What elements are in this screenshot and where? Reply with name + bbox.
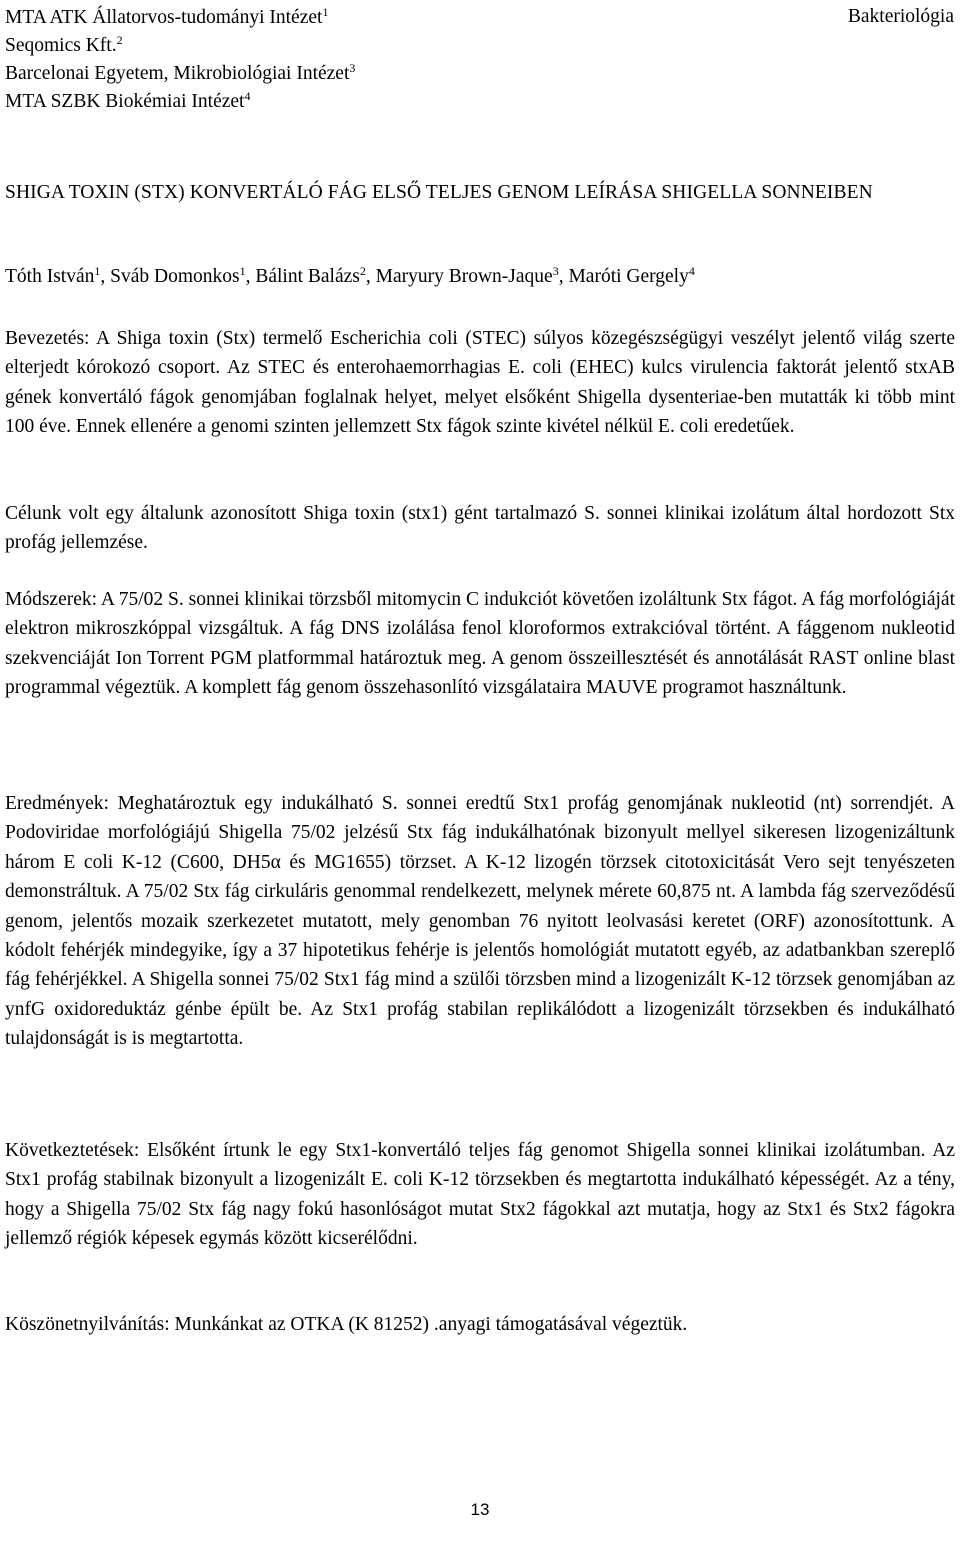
page-number: 13	[470, 1500, 490, 1519]
author: Maróti Gergely	[568, 266, 689, 287]
results-paragraph: Eredmények: Meghatároztuk egy indukálható S. sonnei eredtű Stx1 profág genomjának nukleotid (nt) sorrendjét. A Podoviridae morfológiájú Shigella 75/02 jelzésű Stx fág indukálhatónak bizonyult mellyel sikeresen lizogenizáltunk három E coli K-12 (C600, DH5α és MG1655) törzset. A K-12 lizogén törzsek citotoxicitását Vero sejt tenyészeten demonstráltuk. A 75/02 Stx fág cirkuláris genommal rendelkezett, melynek mérete 60,875 nt. A lambda fág szerveződésű genom, jelentős mozaik szerkezetet mutatott, mely genomban 76 nyitott leolvasási keretet (ORF) azonosítottunk. A kódolt fehérjék mindegyike, így a 37 hipotetikus fehérje is jelentős homológiát mutatott egyéb, az adatbankban szereplő fág fehérjékkel. A Shigella sonnei 75/02 Stx1 fág mind a szülői törzsben mind a lizogenizált K-12 törzsek genomjában az ynfG oxidoreduktáz génbe épült be. Az Stx1 profág stabilan replikálódott a lizogenizált törzsekben és indukálható tulajdonságát is is megtartotta.	[5, 793, 955, 1050]
author: Bálint Balázs	[255, 266, 360, 287]
aim-paragraph: Célunk volt egy általunk azonosított Shiga toxin (stx1) gént tartalmazó S. sonnei klinikai izolátum által hordozott Stx profág jellemzése.	[5, 503, 955, 554]
author: Sváb Domonkos	[110, 266, 240, 287]
methods-paragraph: Módszerek: A 75/02 S. sonnei klinikai törzsből mitomycin C indukciót követően izoláltunk Stx fágot. A fág morfológiáját elektron mikroszkóppal vizsgáltuk. A fág DNS izolálása fenol kloroformos extrakcióval történt. A fággenom nukleotid szekvenciáját Ion Torrent PGM platformmal határoztuk meg. A genom összeillesztését és annotálását RAST online blast programmal végeztük. A komplett fág genom összehasonlító vizsgálataira MAUVE programot használtunk.	[5, 589, 955, 699]
affiliation-1: MTA ATK Állatorvos-tudományi Intézet$^1$	[5, 5, 329, 28]
acknowledgement-paragraph: Köszönetnyilvánítás: Munkánkat az OTKA (K 81252) .anyagi támogatásával végeztük.	[5, 1314, 688, 1335]
author: Tóth István	[5, 266, 95, 287]
author-list: Tóth István$^1$, Sváb Domonkos$^1$, Bálint Balázs$^2$, Maryury Brown-Jaque$^3$, Maróti Gergely$^4$	[5, 264, 695, 287]
affiliation-2: Seqomics Kft.$^2$	[5, 33, 123, 56]
section-label: Bakteriológia	[847, 6, 954, 27]
author: Maryury Brown-Jaque	[375, 266, 553, 287]
paper-title: SHIGA TOXIN (STX) KONVERTÁLÓ FÁG ELSŐ TELJES GENOM LEÍRÁSA SHIGELLA SONNEIBEN	[5, 182, 873, 203]
intro-paragraph: Bevezetés: A Shiga toxin (Stx) termelő Escherichia coli (STEC) súlyos közegészségügyi veszélyt jelentő világ szerte elterjedt kórokozó csoport. Az STEC és enterohaemorrhagias E. coli (EHEC) kulcs virulencia faktorát jelentő stxAB gének konvertáló fágok genomjában foglalnak helyet, melyet elsőként Shigella dysenteriae-ben mutatták ki több mint 100 éve. Ennek ellenére a genomi szinten jellemzett Stx fágok szinte kivétel nélkül E. coli eredetűek.	[5, 328, 955, 438]
affiliation-4: MTA SZBK Biokémiai Intézet$^4$	[5, 89, 251, 112]
conclusions-paragraph: Következtetések: Elsőként írtunk le egy Stx1-konvertáló teljes fág genomot Shigella sonnei klinikai izolátumban. Az Stx1 profág stabilnak bizonyult a lizogenizált E. coli K-12 törzsekben és megtartotta indukálható képességét. Az a tény, hogy a Shigella 75/02 Stx fág nagy fokú hasonlóságot mutat Stx2 fágokkal azt mutatja, hogy az Stx1 és Stx2 fágokra jellemző régiók képesek egymás között kicserélődni.	[5, 1140, 955, 1250]
affiliation-3: Barcelonai Egyetem, Mikrobiológiai Intézet$^3$	[5, 61, 356, 84]
